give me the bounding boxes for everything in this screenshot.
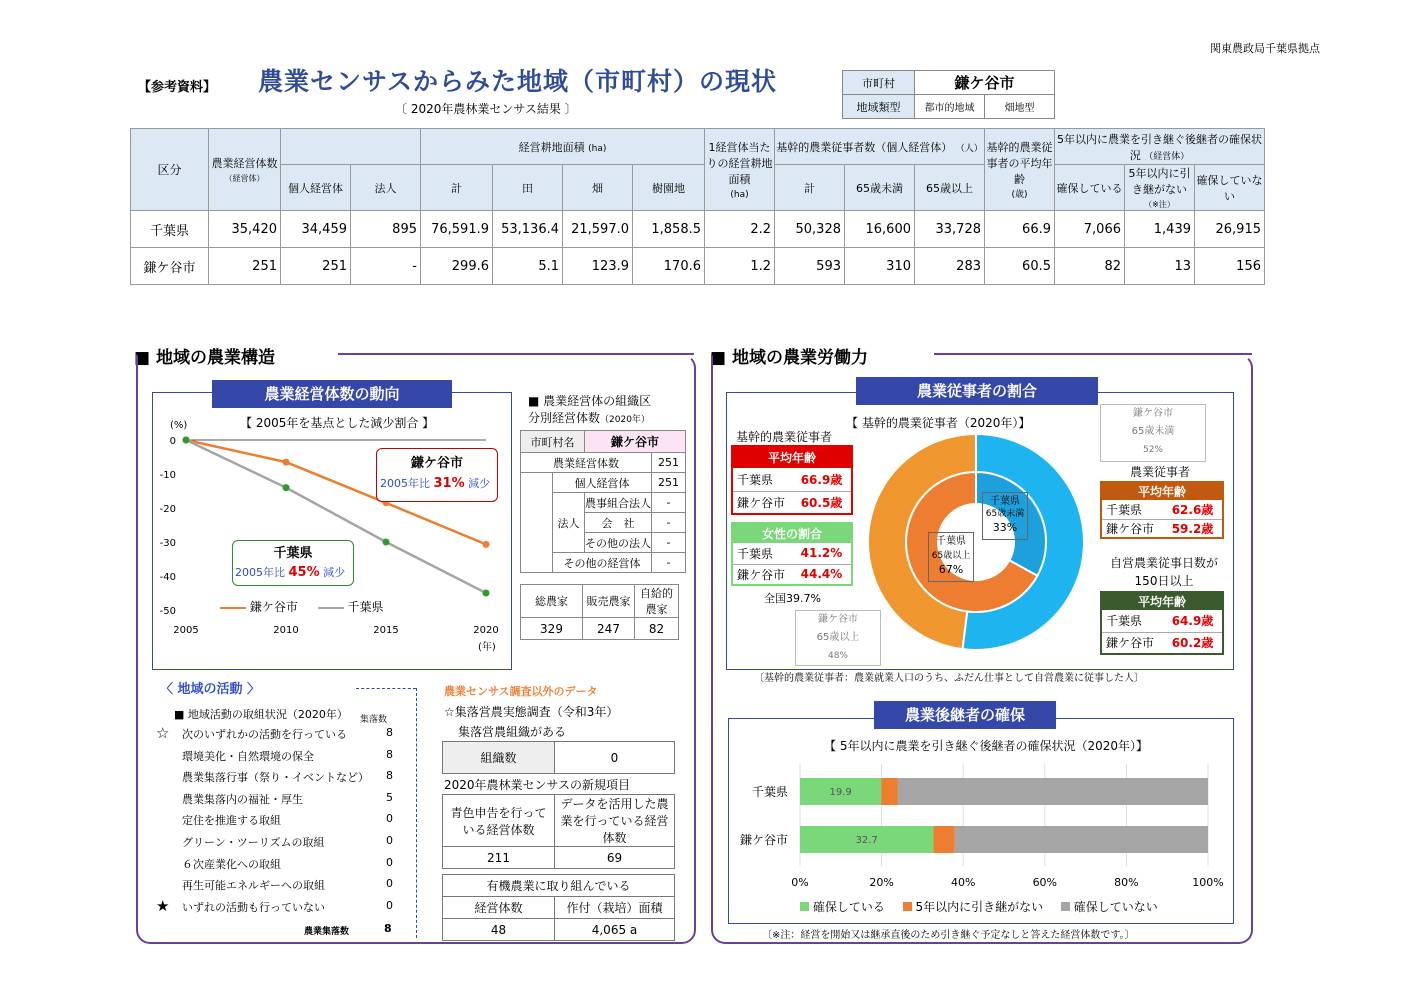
farmhouse-v: 329 — [521, 618, 583, 640]
data-point — [383, 539, 390, 546]
h-core-total: 計 — [775, 165, 845, 211]
city-value: 鎌ケ谷市 — [915, 71, 1055, 95]
core-label: 基幹的農業従事者 — [736, 430, 833, 444]
other-exist: 集落営農組織がある — [458, 725, 567, 739]
new-items: 2020年農林業センサスの新規項目 — [444, 778, 631, 792]
worker-age-table — [1100, 481, 1224, 539]
x-tick-label: 80% — [1114, 876, 1139, 889]
trend-legend — [220, 598, 384, 615]
female-city: 44.4% — [800, 567, 843, 582]
h-not5: 5年以内に引き継がない（※注） — [1125, 165, 1195, 211]
donut-callout-pref-u65: 千葉県 65歳未満 33% — [982, 492, 1028, 540]
organic-table — [442, 874, 675, 941]
h-o65: 65歳以上 — [915, 165, 985, 211]
y-tick-label: -10 — [159, 470, 176, 481]
org-row-value: 251 — [652, 453, 686, 473]
legend-city: 鎌ケ谷市 — [249, 600, 298, 614]
activity-total: 8 — [384, 922, 392, 935]
data-label: データを活用した農業を行っている経営体数 — [555, 795, 675, 847]
core-age-head: 平均年齢 — [732, 446, 852, 468]
city-label: 市町村 — [843, 71, 915, 95]
h-ta: 田 — [493, 165, 563, 211]
city-callout-pct: 31% — [433, 476, 465, 491]
core-age-city-label: 鎌ケ谷市 — [737, 495, 786, 510]
h-farms-sub — [281, 129, 421, 165]
cell: 1.2 — [705, 248, 775, 285]
activity-item — [156, 896, 396, 921]
legend-city-swatch — [220, 607, 246, 609]
trend-chart-title: 農業経営体数の動向 — [212, 380, 452, 408]
bar-label: 19.9 — [829, 787, 852, 798]
national-female: 全国39.7% — [764, 592, 821, 605]
cell: 7,066 — [1055, 211, 1125, 248]
page-title: 農業センサスからみた地域（市町村）の現状 — [258, 67, 778, 96]
org-row-value: - — [652, 553, 686, 573]
type-value-1: 都市的地域 — [915, 95, 985, 119]
x-tick-label: 0% — [791, 876, 809, 889]
succ-legend-1: 確保している — [812, 900, 885, 914]
h-notsec: 確保していない — [1195, 165, 1265, 211]
activity-label: 定住を推進する取組 — [182, 814, 281, 828]
activity-item — [156, 812, 396, 834]
self-age-pref: 64.9歳 — [1163, 610, 1223, 632]
activity-mark: ☆ — [156, 724, 170, 742]
h-corp: 法人 — [351, 165, 421, 211]
x-unit: (年) — [478, 642, 496, 653]
city-callout-pre: 2005年比 — [380, 477, 430, 490]
farmhouse-h: 自給的農家 — [635, 585, 679, 618]
organic-title: 有機農業に取り組んでいる — [443, 875, 675, 897]
bar-segment — [955, 826, 1208, 853]
org-houjin: 法人 — [553, 493, 585, 553]
h-u65: 65歳未満 — [845, 165, 915, 211]
org-city: 鎌ケ谷市 — [585, 431, 686, 453]
cell: 16,600 — [845, 211, 915, 248]
org-row-label: 個人経営体 — [553, 473, 652, 493]
cell: 26,915 — [1195, 211, 1265, 248]
cell: 21,597.0 — [563, 211, 633, 248]
worker-label: 農業従事者 — [1130, 465, 1191, 479]
org-count: 0 — [555, 742, 675, 774]
cell: 53,136.4 — [493, 211, 563, 248]
share-title: 農業従事者の割合 — [856, 377, 1098, 405]
activity-mark: ★ — [156, 896, 170, 915]
org-count-table — [442, 741, 675, 774]
blue-label: 青色申告を行っている経営体数 — [443, 795, 555, 847]
data-value: 69 — [555, 847, 675, 869]
city-callout — [376, 448, 498, 502]
activity-dash-v — [416, 688, 417, 938]
y-tick-label: -50 — [159, 606, 176, 617]
cell: 310 — [845, 248, 915, 285]
pref-callout-pct: 45% — [288, 565, 320, 580]
cell: 60.5 — [985, 248, 1055, 285]
org-city-label: 市町村名 — [521, 431, 585, 453]
activity-label: 再生可能エネルギーへの取組 — [182, 879, 325, 893]
cell: 35,420 — [209, 211, 281, 248]
activity-value: 8 — [386, 726, 393, 739]
main-stats-table — [130, 128, 1265, 285]
other-survey: ☆集落営農実態調査（令和3年） — [444, 705, 619, 719]
activity-value: 0 — [386, 833, 393, 847]
new-items-table — [442, 794, 675, 869]
succ-sub: 【 5年以内に農業を引き継ぐ後継者の確保状況（2020年）】 — [824, 739, 1148, 753]
y-tick-label: -40 — [159, 572, 176, 583]
cell: 66.9 — [985, 211, 1055, 248]
org-row-value: - — [652, 513, 686, 533]
succ-legend-1-swatch — [800, 902, 809, 911]
female-pref: 41.2% — [792, 543, 852, 564]
activity-value: 0 — [386, 855, 393, 869]
bar-segment — [881, 778, 898, 805]
type-value-2: 畑地型 — [985, 95, 1055, 119]
cell: 170.6 — [633, 248, 705, 285]
org-count-label: 組織数 — [443, 742, 555, 774]
donut-callout-city-u65: 鎌ケ谷市 65歳未満 52% — [1100, 404, 1206, 462]
female-table — [731, 522, 853, 586]
worker-age-pref: 62.6歳 — [1163, 500, 1223, 519]
type-label: 地域類型 — [843, 95, 915, 119]
share-note: 〔基幹的農業従事者：農業就業人口のうち、ふだん仕事として自営農業に従事した人〕 — [754, 673, 1144, 684]
cell: 283 — [915, 248, 985, 285]
org-row-label: 農業経営体数 — [521, 453, 652, 473]
worker-age-city-label: 鎌ケ谷市 — [1106, 521, 1155, 536]
activity-item — [156, 726, 396, 748]
activity-total-label: 農業集落数 — [304, 927, 350, 937]
reference-label: 【参考資料】 — [138, 80, 217, 95]
h-age: 基幹的農業従事者の平均年齢 (歳) — [985, 129, 1055, 211]
activity-list — [156, 726, 396, 920]
h-succ: 5年以内に農業を引き継ぐ後継者の確保状況 （経営体） — [1055, 129, 1265, 165]
city-info-box — [842, 70, 1055, 119]
cell: - — [351, 248, 421, 285]
category-label: 鎌ケ谷市 — [739, 833, 788, 847]
succ-legend-3-swatch — [1061, 902, 1070, 911]
succ-title: 農業後継者の確保 — [874, 701, 1056, 729]
data-point — [283, 484, 290, 491]
core-age-pref: 66.9歳 — [792, 468, 852, 491]
x-tick-label: 2005 — [173, 625, 199, 636]
cell: 82 — [1055, 248, 1125, 285]
farmhouse-v: 82 — [635, 618, 679, 640]
donut-callout-pref-o65: 千葉県 65歳以上 67% — [928, 532, 974, 582]
org-title: ■ 農業経営体の組織区 分別経営体数（2020年） — [528, 394, 652, 425]
cell: 123.9 — [563, 248, 633, 285]
h-kubun: 区分 — [131, 129, 209, 211]
org-row-value: - — [652, 533, 686, 553]
x-tick-label: 40% — [950, 876, 976, 889]
table-row — [131, 211, 1265, 248]
pref-callout-post: 減少 — [323, 566, 346, 579]
cell: 76,591.9 — [421, 211, 493, 248]
row-name: 千葉県 — [131, 211, 209, 248]
activity-item — [156, 877, 396, 899]
data-point — [483, 541, 490, 548]
self-age-head: 平均年齢 — [1101, 592, 1223, 610]
age-donut-chart — [868, 430, 1088, 660]
cell: 251 — [281, 248, 351, 285]
page-subtitle: 〔 2020年農林業センサス結果 〕 — [395, 102, 577, 116]
bar-segment — [933, 826, 954, 853]
activity-value: 8 — [386, 747, 393, 761]
female-city-label: 鎌ケ谷市 — [737, 567, 786, 582]
female-head: 女性の割合 — [732, 523, 852, 543]
activity-value: 0 — [386, 898, 393, 912]
cell: 156 — [1195, 248, 1265, 285]
organic-h1: 経営体数 — [443, 897, 555, 919]
activity-item — [156, 748, 396, 770]
succ-note: 〔※注：経営を開始又は継承直後のため引き継ぐ予定なしと答えた経営体数です。〕 — [762, 930, 1135, 941]
pref-callout-pre: 2005年比 — [235, 566, 285, 579]
category-label: 千葉県 — [751, 785, 788, 799]
activity-value: 5 — [386, 790, 393, 804]
h-orchard: 樹園地 — [633, 165, 705, 211]
data-point — [283, 459, 290, 466]
self-age-city: 60.2歳 — [1171, 636, 1214, 651]
legend-pref: 千葉県 — [347, 600, 384, 614]
city-callout-post: 減少 — [468, 477, 491, 490]
y-tick-label: 0 — [169, 436, 176, 447]
activity-label: 環境美化・自然環境の保全 — [182, 749, 314, 763]
activity-sub: ■ 地域活動の取組状況（2020年） — [174, 708, 348, 721]
activity-label: 農業集落行事（祭り・イベントなど） — [182, 771, 369, 785]
activity-item — [156, 769, 396, 791]
succ-legend-3: 確保していない — [1073, 900, 1158, 914]
self-age-pref-label: 千葉県 — [1101, 610, 1163, 632]
activity-value: 0 — [386, 877, 393, 891]
blue-value: 211 — [443, 847, 555, 869]
female-pref-label: 千葉県 — [732, 543, 792, 564]
org-name: 関東農政局千葉県拠点 — [1210, 42, 1320, 55]
self-age-table — [1100, 591, 1224, 655]
org-row-label: 農事組合法人 — [585, 493, 652, 513]
cell: 1,439 — [1125, 211, 1195, 248]
farmhouse-v: 247 — [583, 618, 635, 640]
org-row-value: 251 — [652, 473, 686, 493]
org-row-label: その他の経営体 — [553, 553, 652, 573]
cell: 299.6 — [421, 248, 493, 285]
succ-legend-2: 5年以内に引き継がない — [915, 900, 1044, 914]
donut-callout-city-o65: 鎌ケ谷市 65歳以上 48% — [795, 610, 881, 666]
cell: 2.2 — [705, 211, 775, 248]
farmhouse-h: 販売農家 — [583, 585, 635, 618]
org-row-value: - — [652, 493, 686, 513]
y-unit: (%) — [170, 420, 188, 431]
org-row-label: その他の法人 — [585, 533, 652, 553]
cell: 33,728 — [915, 211, 985, 248]
trend-chart-subtitle: 【 2005年を基点とした減少割合 】 — [240, 416, 435, 430]
h-per: 1経営体当たりの経営耕地面積 (ha) — [705, 129, 775, 211]
h-total: 計 — [421, 165, 493, 211]
x-tick-label: 60% — [1032, 876, 1058, 889]
x-tick-label: 20% — [869, 876, 894, 889]
data-point — [183, 437, 190, 444]
activity-label: グリーン・ツーリズムの取組 — [182, 835, 325, 849]
activity-label: ６次産業化への取組 — [182, 857, 281, 871]
succ-chart — [730, 760, 1230, 920]
table-row — [131, 248, 1265, 285]
h-area: 経営耕地面積 (ha) — [421, 129, 705, 165]
core-age-table — [731, 445, 853, 515]
bar-label: 32.7 — [855, 835, 878, 846]
h-indiv: 個人経営体 — [281, 165, 351, 211]
cell: 50,328 — [775, 211, 845, 248]
worker-age-pref-label: 千葉県 — [1101, 500, 1163, 519]
data-point — [483, 590, 490, 597]
org-table — [520, 430, 686, 573]
activity-item — [156, 791, 396, 813]
farmhouse-h: 総農家 — [521, 585, 583, 618]
other-title: 農業センサス調査以外のデータ — [444, 685, 598, 698]
activity-item — [156, 856, 396, 878]
activity-dash-h — [356, 688, 416, 689]
activity-value: 0 — [386, 812, 393, 826]
self-age-city-label: 鎌ケ谷市 — [1106, 636, 1155, 651]
x-tick-label: 2020 — [473, 625, 499, 636]
x-tick-label: 100% — [1192, 876, 1224, 889]
pref-callout-label: 千葉県 — [273, 546, 313, 561]
share-sub: 【 基幹的農業従事者（2020年）】 — [846, 416, 1031, 430]
h-secured: 確保している — [1055, 165, 1125, 211]
y-tick-label: -30 — [159, 538, 176, 549]
core-age-city: 60.5歳 — [800, 495, 843, 510]
cell: 593 — [775, 248, 845, 285]
core-age-pref-label: 千葉県 — [732, 468, 792, 491]
activity-item — [156, 834, 396, 856]
city-callout-label: 鎌ケ谷市 — [410, 456, 463, 471]
left-section-title: ■ 地域の農業構造 — [134, 348, 275, 368]
activity-label: いずれの活動も行っていない — [182, 900, 325, 914]
activity-label: 次のいずれかの活動を行っている — [182, 728, 347, 741]
organic-v1: 48 — [443, 919, 555, 941]
y-tick-label: -20 — [159, 504, 176, 515]
org-row-label: 会 社 — [585, 513, 652, 533]
self-label: 自営農業従事日数が 150日以上 — [1109, 556, 1218, 588]
succ-legend — [800, 898, 1158, 915]
h-hata: 畑 — [563, 165, 633, 211]
organic-v2: 4,065 a — [555, 919, 675, 941]
cell: 895 — [351, 211, 421, 248]
h-core: 基幹的農業従事者数（個人経営体） （人） — [775, 129, 985, 165]
x-tick-label: 2015 — [373, 625, 399, 636]
h-farms: 農業経営体数 （経営体） — [209, 129, 281, 211]
cell: 34,459 — [281, 211, 351, 248]
bar-segment — [898, 778, 1208, 805]
activity-unit: 集落数 — [360, 715, 388, 725]
activity-label: 農業集落内の福祉・厚生 — [182, 792, 303, 806]
legend-pref-swatch — [318, 607, 344, 609]
worker-age-city: 59.2歳 — [1171, 521, 1214, 536]
cell: 251 — [209, 248, 281, 285]
activity-title: 〈 地域の活動 〉 — [160, 682, 261, 697]
cell: 13 — [1125, 248, 1195, 285]
pref-callout — [232, 540, 354, 586]
cell: 5.1 — [493, 248, 563, 285]
right-section-title: ■ 地域の農業労働力 — [710, 348, 868, 368]
worker-age-head: 平均年齢 — [1101, 482, 1223, 500]
organic-h2: 作付（栽培）面積 — [555, 897, 675, 919]
farmhouse-table — [520, 584, 679, 640]
succ-legend-2-swatch — [903, 902, 912, 911]
cell: 1,858.5 — [633, 211, 705, 248]
x-tick-label: 2010 — [273, 625, 299, 636]
row-name: 鎌ケ谷市 — [131, 248, 209, 285]
activity-value: 8 — [386, 769, 393, 783]
